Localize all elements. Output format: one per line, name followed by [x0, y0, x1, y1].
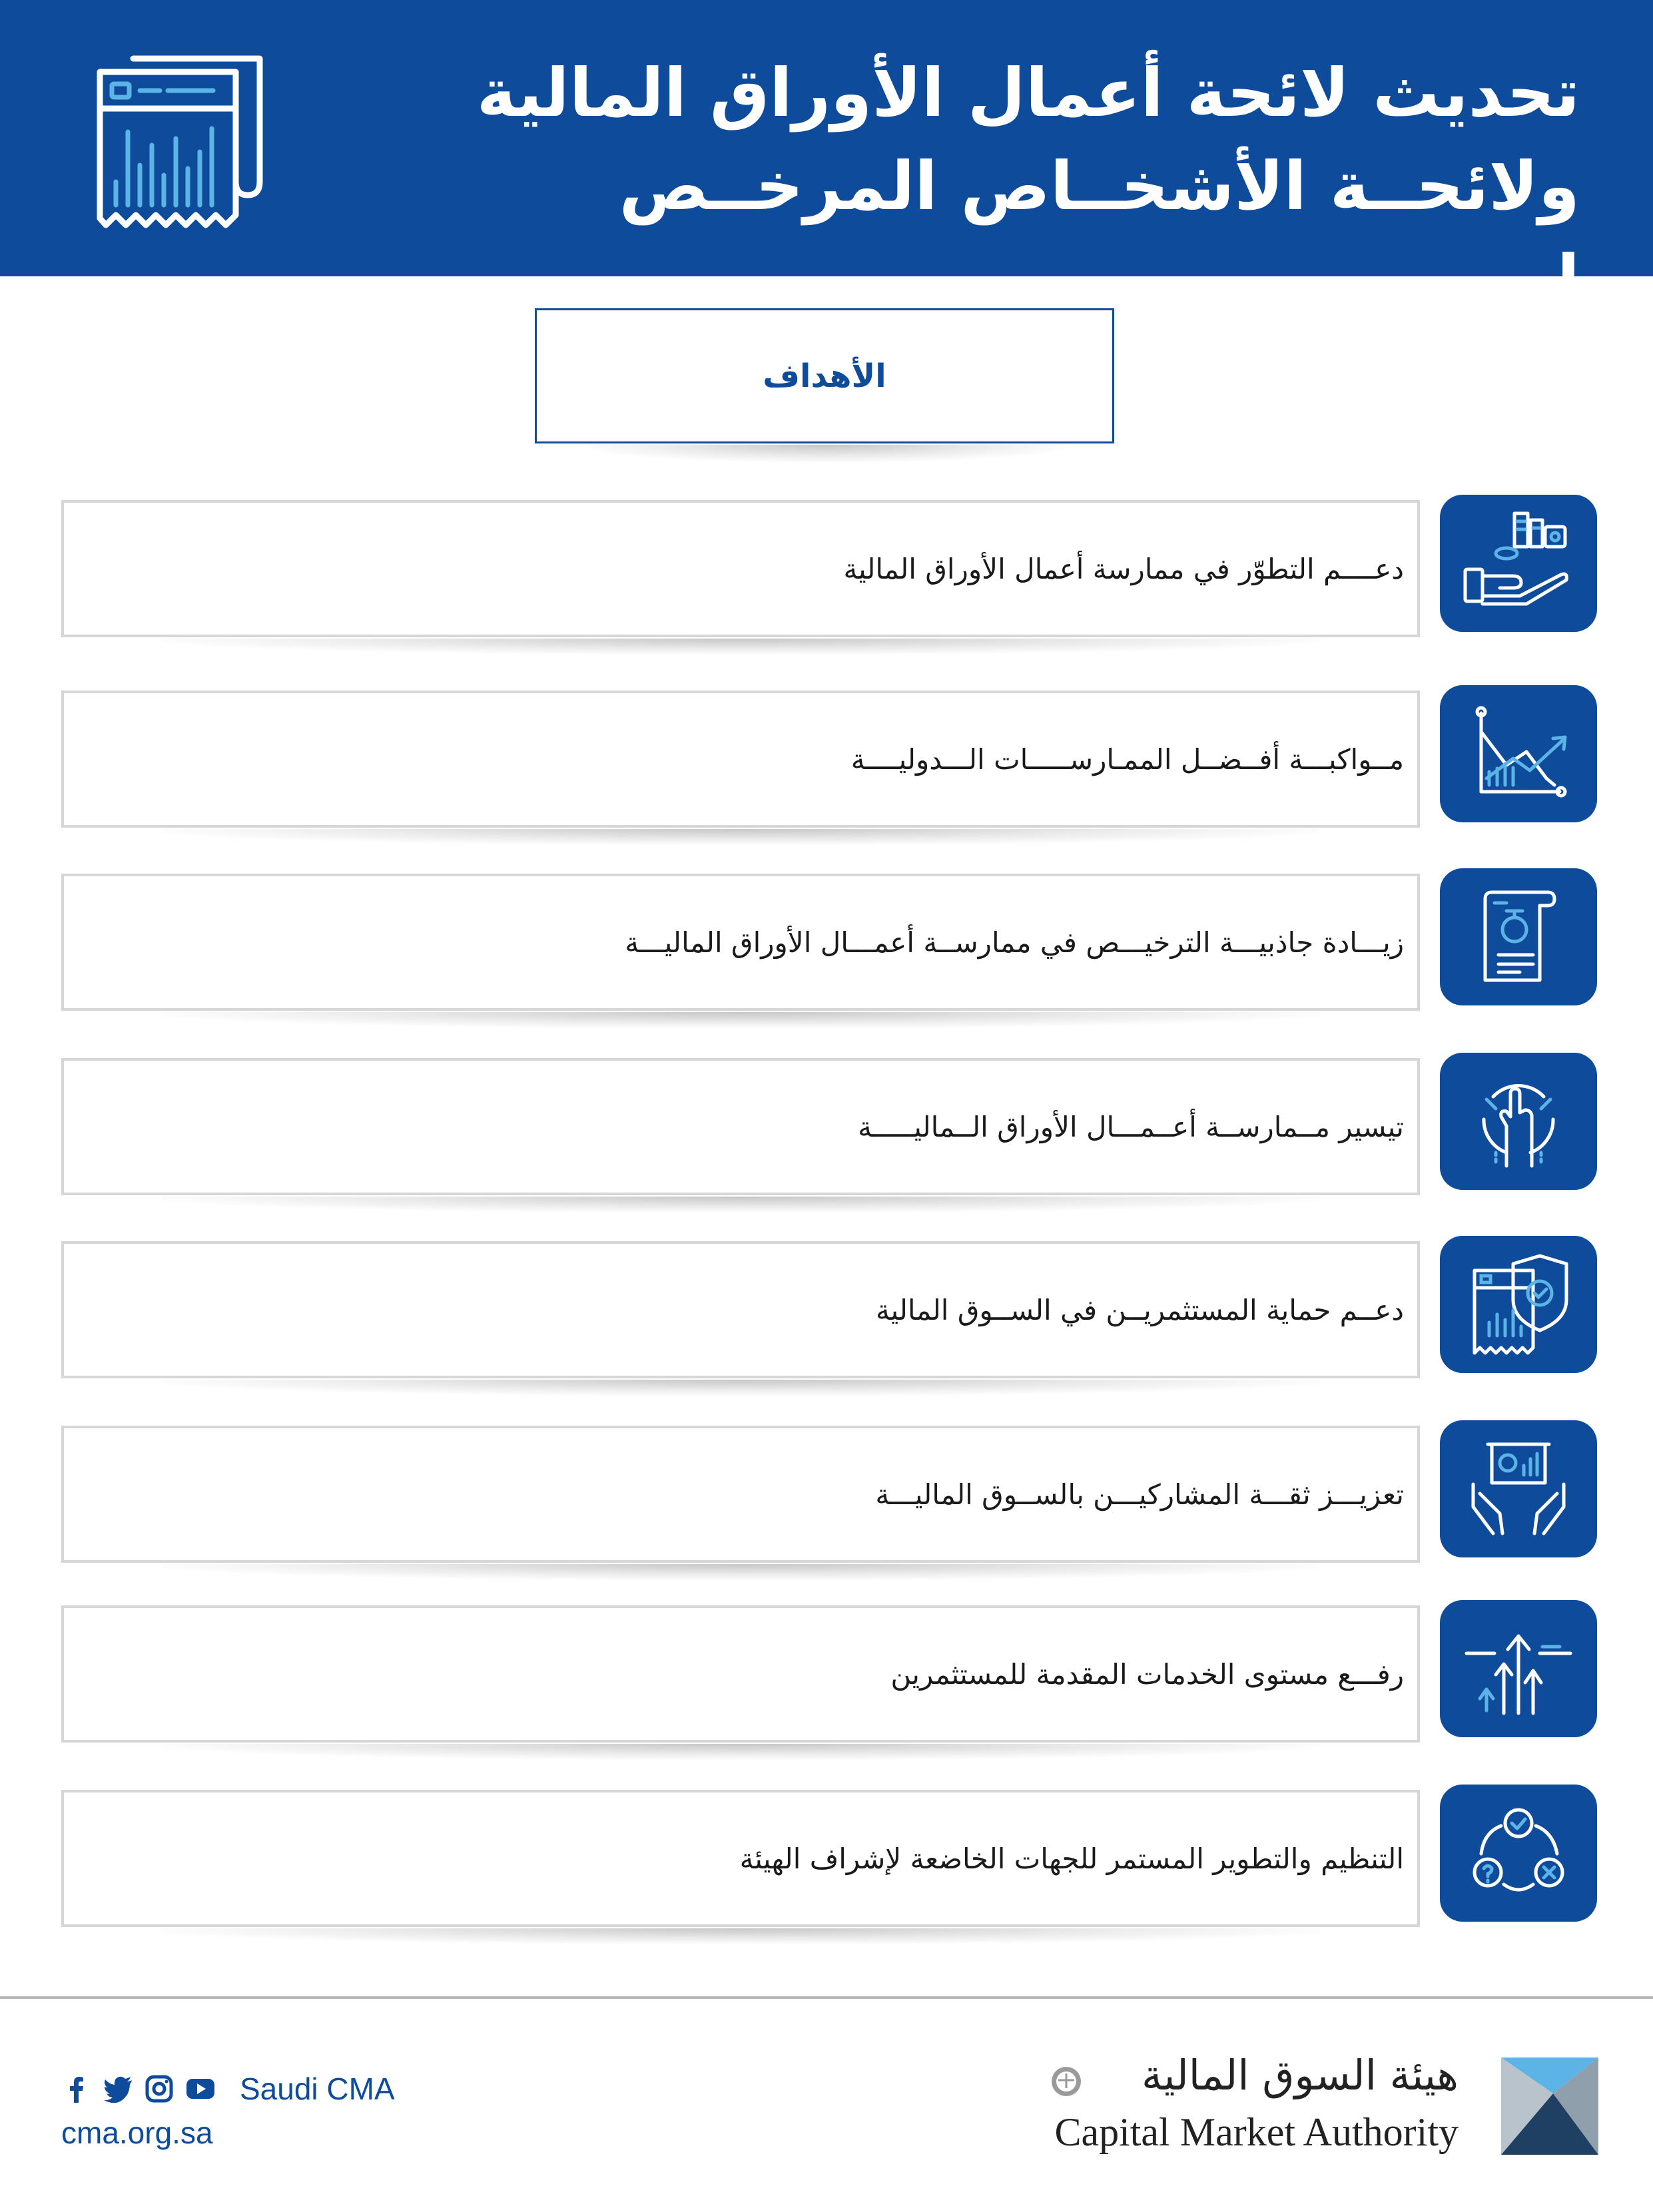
growth-chart-icon — [1440, 685, 1597, 822]
title-line-1: تحديث لائحة أعمال الأوراق المالية — [476, 54, 1580, 132]
goal-icon-tile — [1440, 868, 1597, 1005]
goal-item-shadow — [161, 829, 1320, 845]
goal-icon-tile — [1440, 495, 1597, 632]
goal-item-text: تيسير مــمارســة أعــمـــال الأوراق الــماليـــــة — [858, 1110, 1404, 1143]
goal-item-shadow — [161, 639, 1320, 655]
goals-heading: الأهداف — [763, 357, 886, 395]
goal-item — [61, 1785, 1597, 1927]
financial-report-icon — [93, 45, 273, 238]
org-name-english: Capital Market Authority — [1054, 2110, 1459, 2154]
social-handle[interactable]: Saudi CMA — [240, 2072, 395, 2106]
upward-arrows-icon — [1440, 1600, 1597, 1737]
cma-logo — [1501, 2058, 1598, 2155]
emblem-icon — [1049, 2064, 1084, 2099]
goal-item-text: دعــــم التطوّر في ممارسة أعمال الأوراق المالية — [843, 552, 1404, 585]
goal-item-shadow — [161, 1197, 1320, 1213]
goal-item-shadow — [161, 1012, 1320, 1028]
process-cycle-icon — [1440, 1785, 1597, 1922]
goal-item-text: مــواكبـــة أفــضــل الممـارســـــات الـــدوليــــة — [850, 742, 1404, 776]
website-link[interactable]: cma.org.sa — [61, 2115, 213, 2150]
trust-hands-icon — [1440, 1420, 1597, 1557]
goal-icon-tile — [1440, 1420, 1597, 1557]
goal-icon-tile — [1440, 1785, 1597, 1922]
goal-item — [61, 1600, 1597, 1743]
goal-item-text: التنظيم والتطوير المستمر للجهات الخاضعة لإشراف الهيئة — [739, 1842, 1404, 1875]
goal-icon-tile — [1440, 1053, 1597, 1190]
twitter-icon[interactable] — [103, 2074, 133, 2104]
goals-heading-shadow — [586, 445, 1066, 462]
page-title — [448, 47, 1580, 326]
facilitation-hand-icon — [1440, 1053, 1597, 1190]
instagram-icon[interactable] — [144, 2074, 174, 2104]
goal-icon-tile — [1440, 685, 1597, 822]
goal-item-text: زيـــادة جاذبيـــة الترخيـــص في ممارســة أعمـــال الأوراق الماليـــة — [625, 926, 1404, 959]
goal-item — [61, 495, 1597, 637]
goal-icon-tile — [1440, 1236, 1597, 1373]
footer-divider — [0, 1996, 1653, 1999]
goal-item — [61, 868, 1597, 1011]
goal-item-shadow — [161, 1564, 1320, 1580]
goal-item-text: تعزيـــز ثقـــة المشاركيـــن بالســوق الماليـــة — [875, 1478, 1404, 1511]
facebook-icon[interactable] — [61, 2074, 92, 2104]
goal-item — [61, 1236, 1597, 1378]
goals-heading-box — [535, 308, 1114, 443]
goal-item-shadow — [161, 1928, 1320, 1944]
goal-item — [61, 1420, 1597, 1563]
goal-item — [61, 685, 1597, 828]
social-links — [61, 2069, 395, 2109]
youtube-icon[interactable] — [185, 2074, 216, 2104]
goal-item-text: رفـــع مستوى الخدمات المقدمة للمستثمرين — [890, 1657, 1404, 1691]
title-line-2: ولائحــة الأشخــاص المرخــص لهــم — [619, 147, 1580, 318]
investor-protection-icon — [1440, 1236, 1597, 1373]
goal-item-shadow — [161, 1380, 1320, 1396]
goal-item-text: دعــم حماية المستثمريــن في الســوق المالية — [875, 1293, 1404, 1326]
goal-item-shadow — [161, 1744, 1320, 1760]
hand-investment-icon — [1440, 495, 1597, 632]
org-name-arabic: هيئة السوق المالية — [1141, 2051, 1459, 2099]
header-banner — [0, 0, 1653, 318]
goal-icon-tile — [1440, 1600, 1597, 1737]
goal-item — [61, 1053, 1597, 1195]
license-document-icon — [1440, 868, 1597, 1005]
